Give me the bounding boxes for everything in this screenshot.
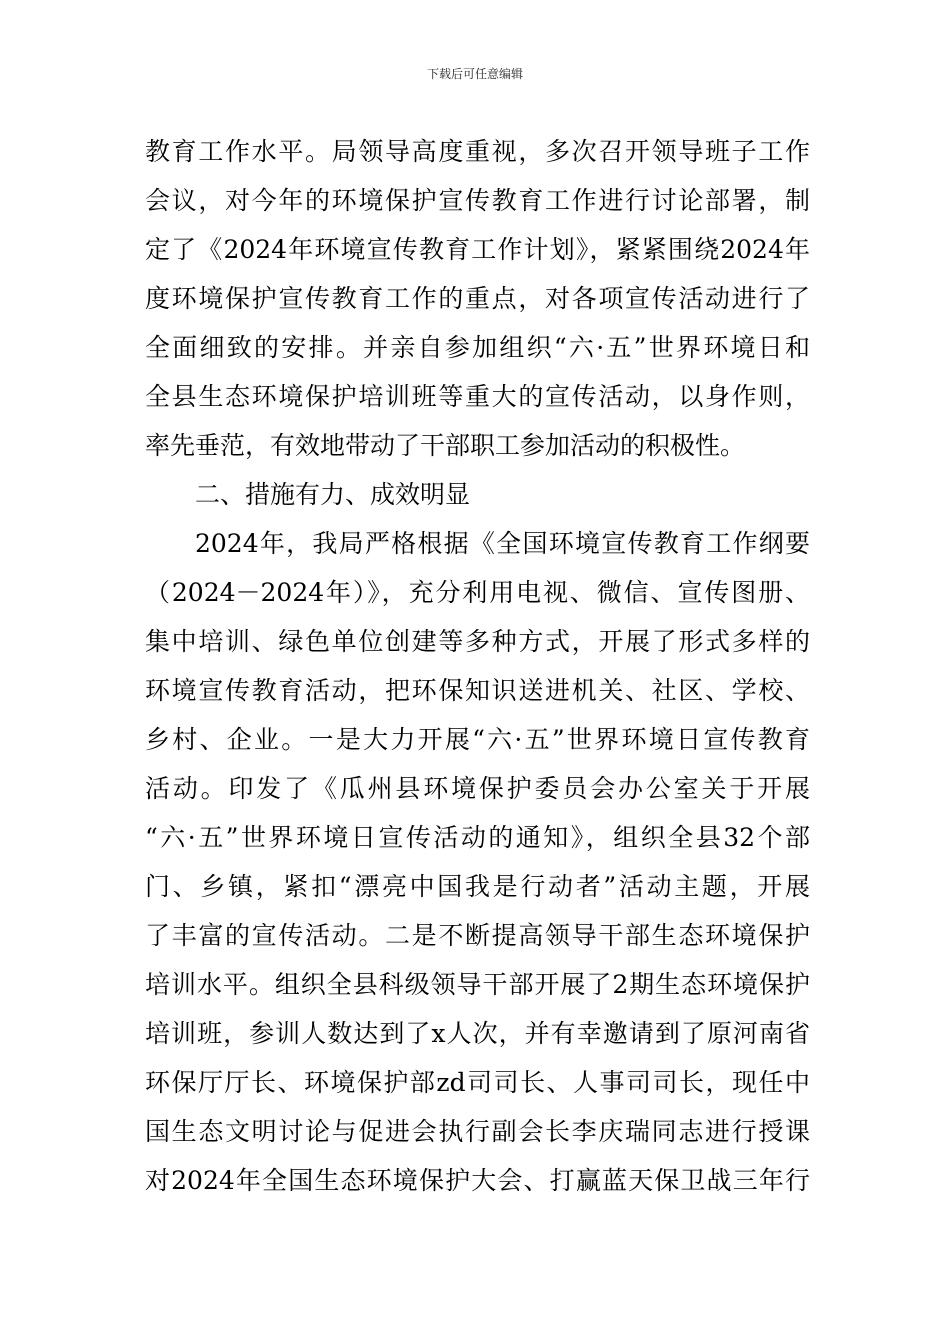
text-line: 率先垂范，有效地带动了干部职工参加活动的积极性。 (145, 431, 746, 460)
text-line: （2024－2024年）》，充分利用电视、微信、宣传图册、 (145, 578, 810, 607)
text-line: 了丰富的宣传活动。二是不断提高领导干部生态环境保护 (145, 921, 810, 950)
text-line: 培训班，参训人数达到了x人次，并有幸邀请到了原河南省 (145, 1019, 810, 1048)
text-line: 全面细致的安排。并亲自参加组织“六·五”世界环境日和 (145, 333, 810, 362)
text-line: 教育工作水平。局领导高度重视，多次召开领导班子工作 (145, 137, 810, 166)
text-line: 定了《2024年环境宣传教育工作计划》，紧紧围绕2024年 (145, 235, 810, 264)
text-line: 对2024年全国生态环境保护大会、打赢蓝天保卫战三年行 (145, 1166, 810, 1195)
text-line: 环保厅厅长、环境保护部zd司司长、人事司司长，现任中 (145, 1068, 810, 1097)
text-line: 环境宣传教育活动，把环保知识送进机关、社区、学校、 (145, 676, 810, 705)
text-line: 度环境保护宣传教育工作的重点，对各项宣传活动进行了 (145, 284, 810, 313)
text-line: 集中培训、绿色单位创建等多种方式，开展了形式多样的 (145, 627, 810, 656)
text-line: 门、乡镇，紧扣“漂亮中国我是行动者”活动主题，开展 (145, 872, 810, 901)
text-line: “六·五”世界环境日宣传活动的通知》，组织全县32个部 (145, 823, 810, 852)
text-line: 国生态文明讨论与促进会执行副会长李庆瑞同志进行授课 (145, 1117, 810, 1146)
text-line: 活动。印发了《瓜州县环境保护委员会办公室关于开展 (145, 774, 810, 803)
document-body (145, 127, 810, 1205)
text-line: 培训水平。组织全县科级领导干部开展了2期生态环境保护 (145, 970, 810, 999)
section-heading: 二、措施有力、成效明显 (195, 480, 471, 509)
text-line: 全县生态环境保护培训班等重大的宣传活动，以身作则， (145, 382, 810, 411)
text-line: 2024年，我局严格根据《全国环境宣传教育工作纲要 (195, 529, 810, 558)
text-line: 乡村、企业。一是大力开展“六·五”世界环境日宣传教育 (145, 725, 810, 754)
page-header: 下载后可任意编辑 (426, 67, 523, 81)
text-line: 会议，对今年的环境保护宣传教育工作进行讨论部署，制 (145, 186, 810, 215)
